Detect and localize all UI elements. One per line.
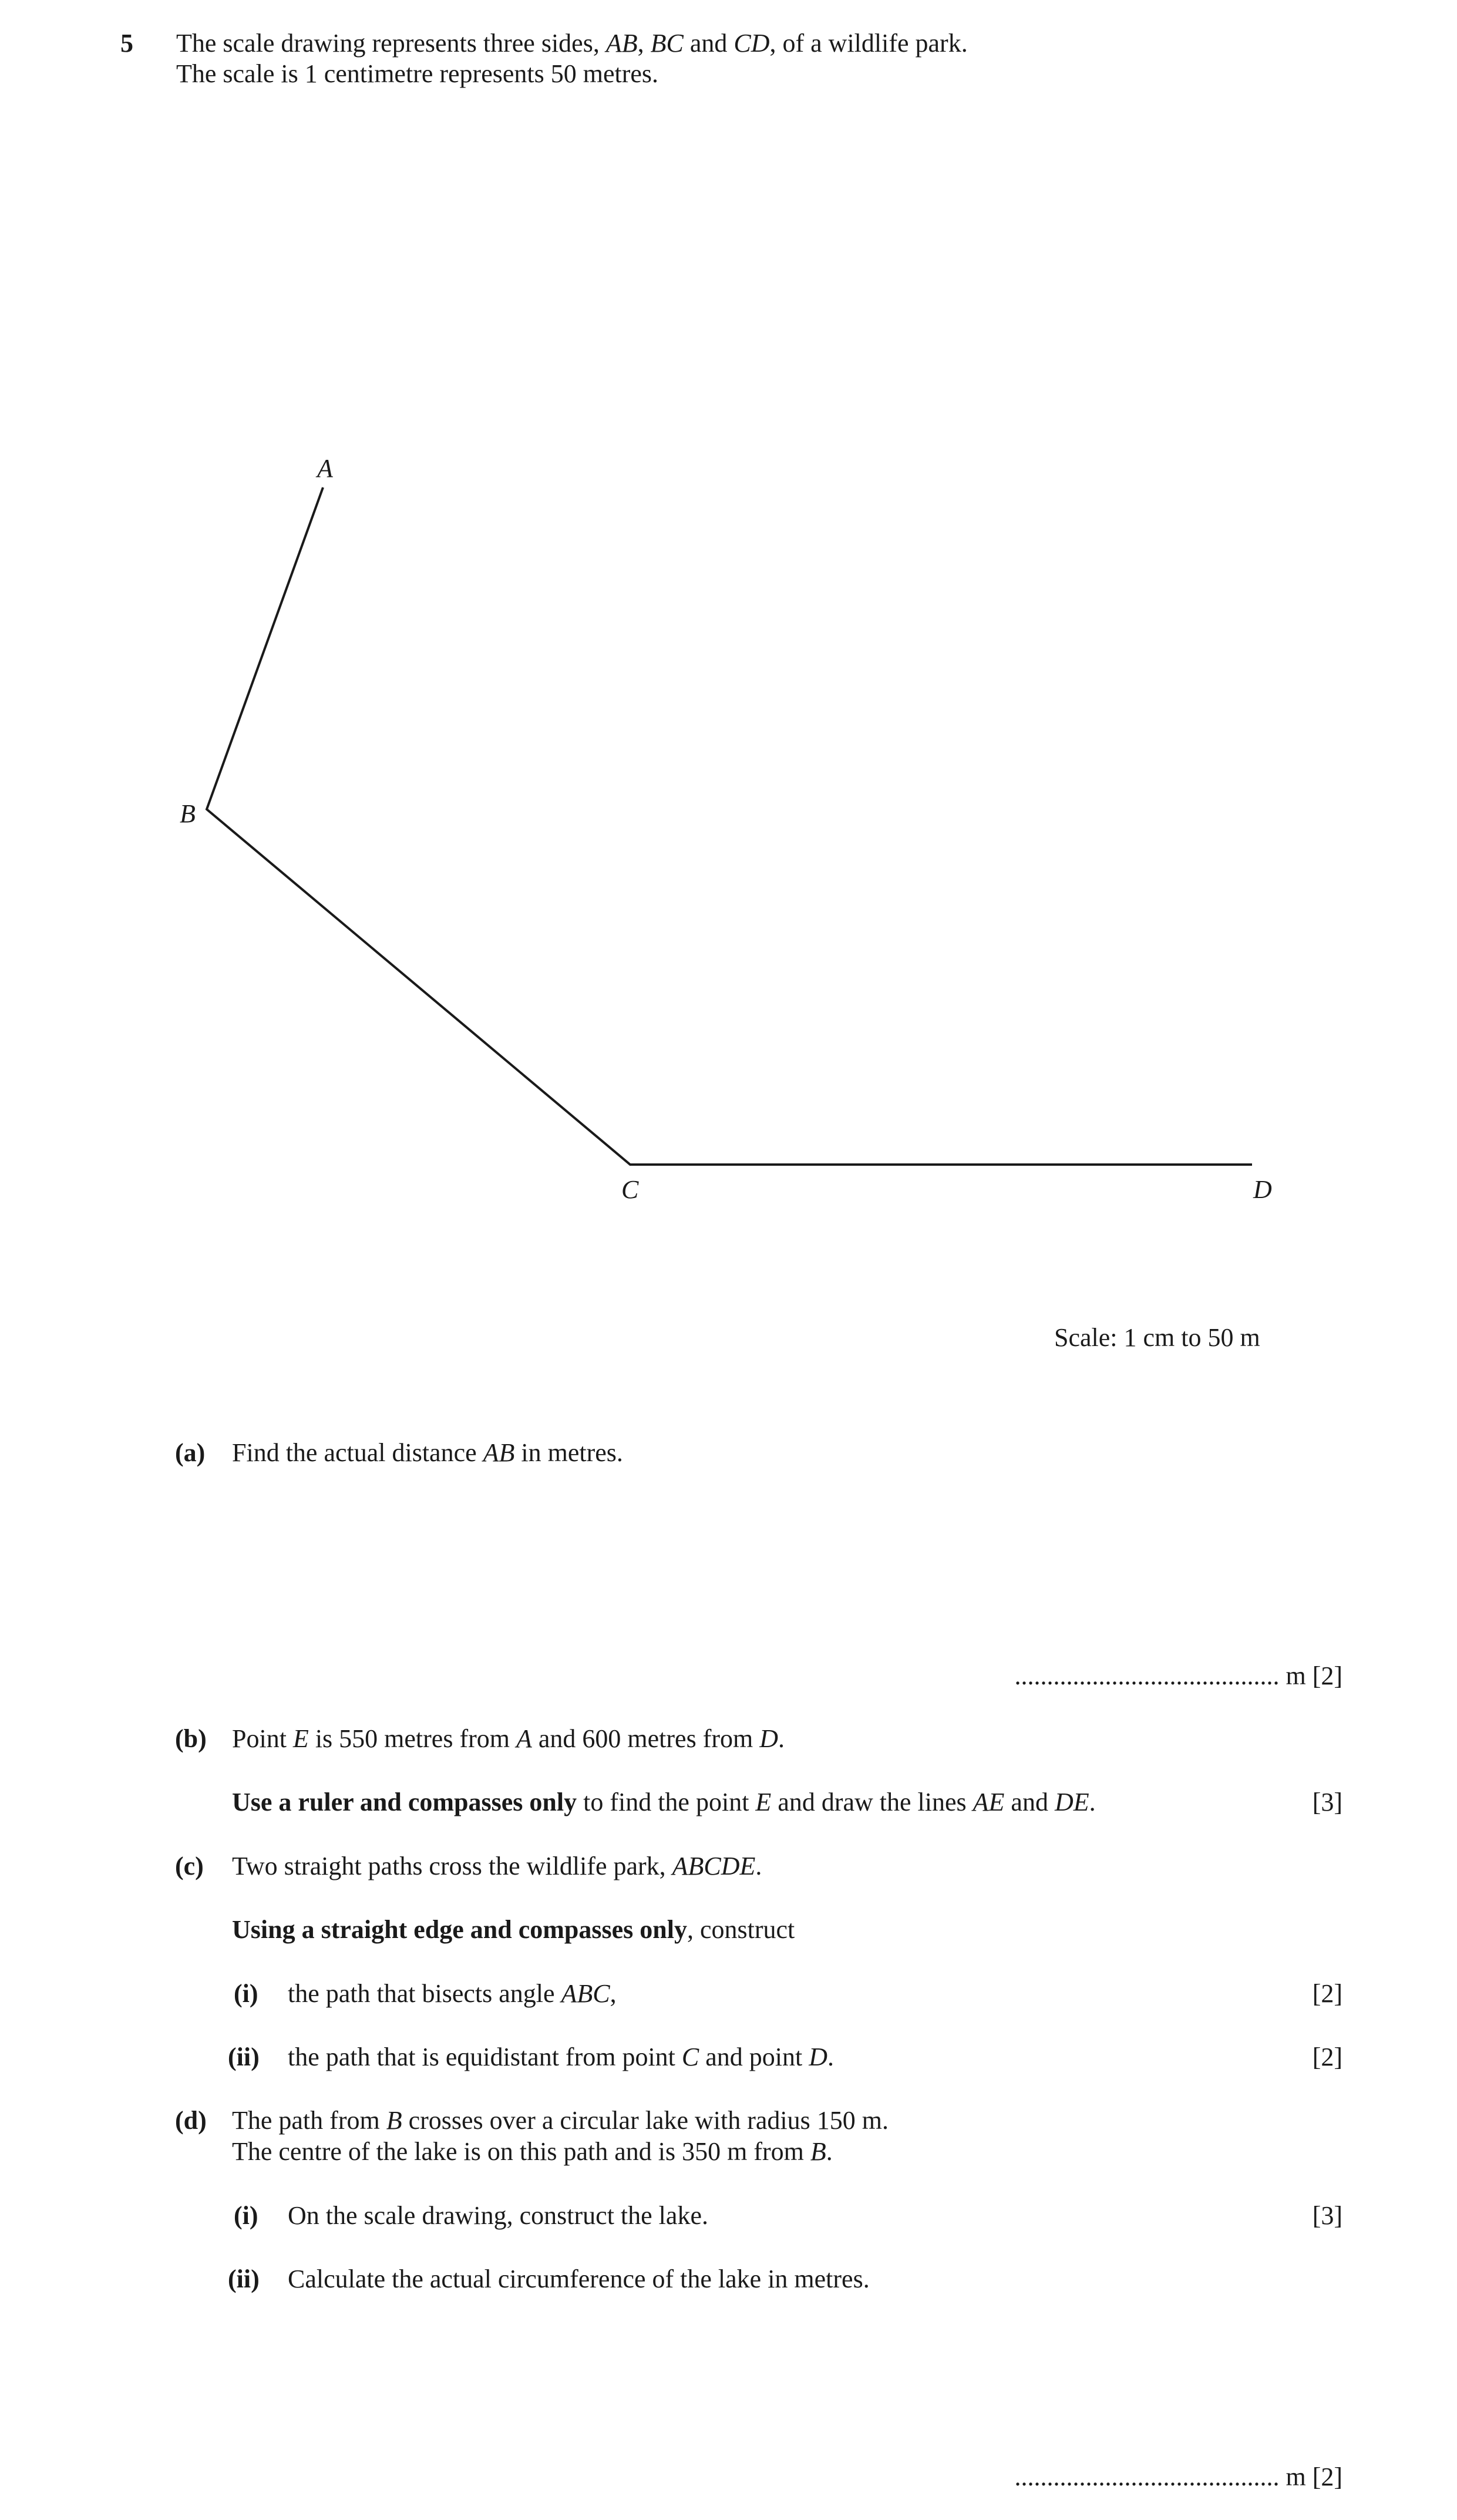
part-d-i-label: (i) xyxy=(234,2201,258,2230)
line-de: DE xyxy=(1054,1788,1089,1816)
part-d-text: crosses over a circular lake with radius 150 m. xyxy=(402,2106,889,2135)
part-d-i-text: On the scale drawing, construct the lake. xyxy=(288,2201,708,2230)
part-c-i-marks: [2] xyxy=(1312,1979,1342,2008)
part-d-ii-answer-line[interactable] xyxy=(1014,2462,1342,2493)
part-c-line1 xyxy=(232,1851,762,1882)
answer-unit-marks: m [2] xyxy=(1286,2462,1342,2491)
part-c-ii-text-2: and point xyxy=(699,2043,809,2071)
part-d-text: . xyxy=(826,2137,833,2166)
part-c-text: Two straight paths cross the wildlife park, xyxy=(232,1852,672,1880)
side-cd: CD xyxy=(733,29,770,58)
park-abcde: ABCDE xyxy=(672,1852,756,1880)
intro-text: The scale drawing represents three sides, xyxy=(176,29,606,58)
angle-abc: ABC xyxy=(561,1979,610,2008)
part-b-line1 xyxy=(232,1724,785,1755)
question-intro-line2: The scale is 1 centimetre represents 50 metres. xyxy=(176,59,659,88)
part-d-text: The path from xyxy=(232,2106,386,2135)
part-c-instruction: Using a straight edge and compasses only xyxy=(232,1915,687,1944)
part-c-i-text xyxy=(288,1979,617,2010)
line-ae: AE xyxy=(973,1788,1005,1816)
point-e: E xyxy=(755,1788,772,1816)
park-boundary-abcd xyxy=(207,487,1252,1165)
answer-unit-marks: m [2] xyxy=(1286,1661,1342,1690)
point-d: D xyxy=(809,2043,828,2071)
intro-text: , of a wildlife park. xyxy=(769,29,968,58)
point-c: C xyxy=(681,2043,699,2071)
intro-text: , xyxy=(637,29,651,58)
part-b-text: is 550 metres from xyxy=(308,1724,516,1753)
part-d-text: The centre of the lake is on this path and is 350 m from xyxy=(232,2137,810,2166)
part-c-line2 xyxy=(232,1915,795,1946)
part-d-ii-label: (ii) xyxy=(228,2265,260,2293)
part-c-ii-marks: [2] xyxy=(1312,2043,1342,2071)
part-b-text: Point xyxy=(232,1724,293,1753)
question-number: 5 xyxy=(120,29,133,58)
part-a-label: (a) xyxy=(175,1438,206,1467)
side-ab: AB xyxy=(605,29,638,58)
part-c-i-label: (i) xyxy=(234,1979,258,2008)
part-c-i-text-2: , xyxy=(610,1979,617,2008)
part-c-ii-text-1: the path that is equidistant from point xyxy=(288,2043,682,2071)
part-b-text: to find the point xyxy=(577,1788,756,1816)
part-d-line1 xyxy=(232,2105,889,2137)
point-b-label: B xyxy=(180,799,196,828)
point-e: E xyxy=(292,1724,309,1753)
point-a: A xyxy=(516,1724,532,1753)
scale-label: Scale: 1 cm to 50 m xyxy=(1054,1323,1260,1352)
part-d-line2 xyxy=(232,2137,833,2168)
intro-text: and xyxy=(683,29,734,58)
part-c-i-text-1: the path that bisects angle xyxy=(288,1979,561,2008)
point-b: B xyxy=(810,2137,826,2166)
part-c-text: . xyxy=(755,1852,762,1880)
part-c-ii-text-3: . xyxy=(827,2043,835,2071)
part-b-text: . xyxy=(778,1724,785,1753)
part-c-text: , construct xyxy=(687,1915,795,1944)
part-b-line2 xyxy=(232,1787,1096,1818)
part-b-text: and 600 metres from xyxy=(531,1724,760,1753)
part-b-instruction: Use a ruler and compasses only xyxy=(232,1788,577,1816)
part-c-label: (c) xyxy=(175,1852,204,1880)
answer-dots[interactable]: ......................................... xyxy=(1014,1661,1280,1690)
part-b-text: and xyxy=(1004,1788,1055,1816)
answer-dots[interactable]: ......................................... xyxy=(1014,2462,1280,2491)
part-c-ii-text xyxy=(288,2042,834,2073)
part-b-text: and draw the lines xyxy=(771,1788,973,1816)
part-b-text: . xyxy=(1089,1788,1096,1816)
part-d-ii-text: Calculate the actual circumference of the lake in metres. xyxy=(288,2265,870,2293)
part-a-answer-line[interactable] xyxy=(1014,1661,1342,1692)
part-d-label: (d) xyxy=(175,2106,207,2135)
part-a-ab: AB xyxy=(483,1438,515,1467)
point-c-label: C xyxy=(621,1175,639,1204)
point-d: D xyxy=(759,1724,778,1753)
part-b-marks: [3] xyxy=(1312,1788,1342,1816)
part-b-label: (b) xyxy=(175,1724,207,1753)
part-d-i-marks: [3] xyxy=(1312,2201,1342,2230)
part-a-text xyxy=(232,1438,623,1469)
side-bc: BC xyxy=(650,29,684,58)
part-a-text-2: in metres. xyxy=(514,1438,623,1467)
point-b: B xyxy=(386,2106,402,2135)
part-c-ii-label: (ii) xyxy=(228,2043,260,2071)
point-d-label: D xyxy=(1253,1175,1272,1204)
point-a-label: A xyxy=(317,454,333,483)
part-a-text-1: Find the actual distance xyxy=(232,1438,483,1467)
